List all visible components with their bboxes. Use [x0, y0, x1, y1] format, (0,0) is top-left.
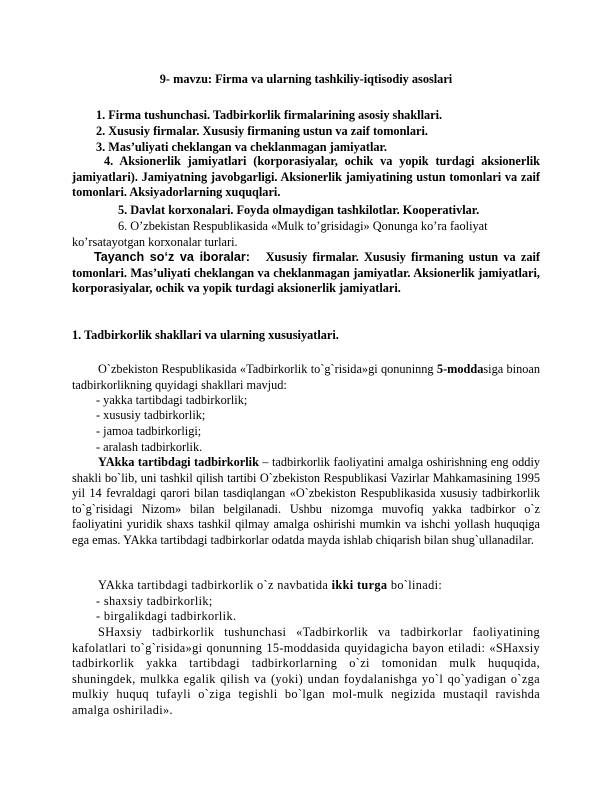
form-item-3: - jamoa tadbirkorligi;: [96, 424, 202, 438]
paragraph-1: [72, 362, 540, 393]
plan-item-6: 6. O’zbekistan Respublikasida «Mulk to’grisidagi» Qonunga ko’ra faoliyat ko’rsatayotgan korxonalar turlari.: [72, 219, 488, 249]
form-item-4: - aralash tadbirkorlik.: [96, 440, 203, 454]
paragraph-3-text-b: bo`linadi:: [387, 578, 443, 592]
paragraph-1-text-b: siga binoan tadbirkorlikning quyidagi shakllari mavjud:: [72, 362, 541, 392]
type-item-2: - birgalikdagi tadbirkorlik.: [96, 609, 237, 623]
paragraph-2: [72, 455, 540, 549]
paragraph-1-bold: 5-modda: [436, 362, 484, 376]
keywords-label: Tayanch so‘z va iboralar:: [94, 250, 250, 264]
keywords-text: Xususiy firmalar. Xususiy firmaning ustun va zaif tomonlari. Mas’uliyati cheklangan va cheklanmagan jamiyatlar. Aksionerlik jamiyatlari, korporasiyalar, ochik va yopik turdagi aksionerlik jamiyatlari.: [72, 250, 540, 296]
paragraph-3-text-a: YAkka tartibdagi tadbirkorlik o`z navbatida: [98, 578, 332, 592]
paragraph-3-bold: ikki turga: [331, 578, 388, 592]
section-heading: 1. Tadbirkorlik shakllari va ularning xususiyatlari.: [72, 328, 339, 342]
paragraph-1-text-a: O`zbekiston Respublikasida «Tadbirkorlik to`g`risida»gi qonuninng: [98, 362, 437, 376]
plan-item-2: 2. Xususiy firmalar. Xususiy firmaning ustun va zaif tomonlari.: [96, 124, 428, 138]
plan-item-1: 1. Firma tushunchasi. Tadbirkorlik firmalarining asosiy shakllari.: [96, 108, 443, 122]
page-title: 9- mavzu: Firma va ularning tashkiliy-iqtisodiy asoslari: [159, 72, 453, 86]
form-item-2: - xususiy tadbirkorlik;: [96, 408, 206, 422]
plan-item-3: 3. Mas’uliyati cheklangan va cheklanmagan jamiyatlar.: [96, 140, 387, 154]
plan-item-5: 5. Davlat korxonalari. Foyda olmaydigan tashkilotlar. Kooperativlar.: [118, 203, 480, 217]
paragraph-2-text: – tadbirkorlik faoliyatini amalga oshirishning eng oddiy shakli bo`lib, uni tashkil qilish tartibi O`zbekiston Respublikasi Vazirlar Mahkamasining 1995 yil 14 fevraldagi qarori bilan tasdiqlangan «O`zbekiston Respublikasida xususiy tadbirkorlik to`g`risidagi Nizom» bilan belgilanadi. Ushbu nizomga muvofiq yakka tadbirkor o`z faoliyatini yuridik shaxs tashkil qilmay amalga oshirishi mumkin va ishchi yollash huquqiga ega emas. YAkka tartibdagi tadbirkorlar odatda mayda ishlab chiqarish bilan shug`ullanadilar.: [72, 455, 541, 547]
paragraph-4: SHaxsiy tadbirkorlik tushunchasi «Tadbirkorlik va tadbirkorlar faoliyatining kafolatlari to`g`risida»gi qonunning 15-moddasida quyidagicha bayon etiladi: «SHaxsiy tadbirkorlik yakka tartibdagi tadbirkorlarning o`zi tomonidan mulk huquqida, shuningdek, mulkka egalik qilish va (yoki) undan foydalanishga yo`l qo`yadigan o`zga mulkiy huquq tufayli o`ziga tegishli bo`lgan mol-mulk negizida mustaqil ravishda amalga oshiriladi».: [72, 625, 540, 717]
paragraph-3: [72, 578, 540, 594]
paragraph-2-bold: YAkka tartibdagi tadbirkorlik: [98, 455, 259, 469]
keywords-paragraph: [72, 250, 540, 297]
plan-item-4: 4. Aksionerlik jamiyatlari (korporasiyalar, ochik va yopik turdagi aksionerlik jamiyatlari). Jamiyatning javobgarligi. Aksionerlik jamiyatining ustun tomonlari va zaif tomonlari. Aksiyadorlarning xuquqlari.: [72, 154, 540, 200]
type-item-1: - shaxsiy tadbirkorlik;: [96, 594, 213, 608]
form-item-1: - yakka tartibdagi tadbirkorlik;: [96, 393, 248, 407]
